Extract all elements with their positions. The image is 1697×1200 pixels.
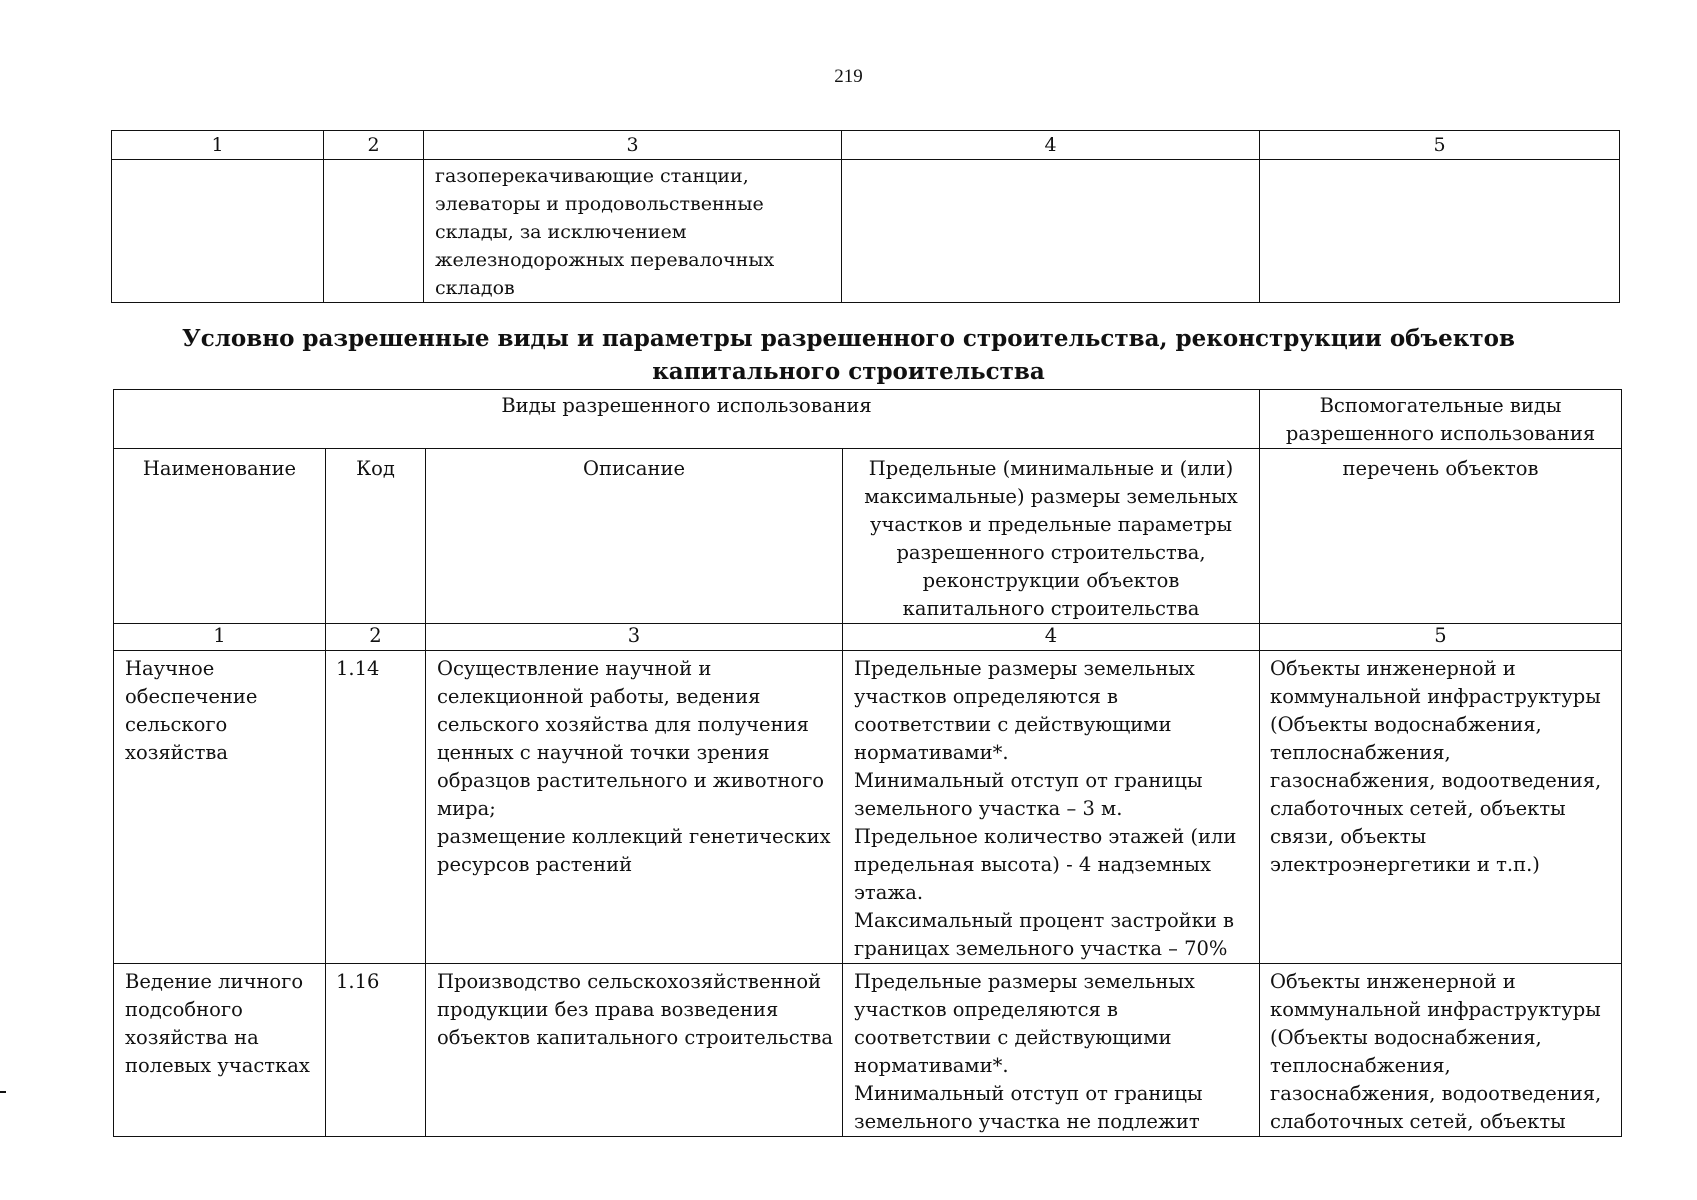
text-line: Объекты инженерной и	[1270, 657, 1516, 680]
column-number-3: 3	[424, 131, 842, 160]
cell-limits	[843, 964, 1260, 1137]
column-number-5: 5	[1260, 624, 1622, 651]
text-line: размещение коллекций генетических	[437, 825, 831, 848]
text-line: Предельные размеры земельных	[854, 657, 1195, 680]
text-line: газоснабжения, водоотведения,	[1270, 1082, 1602, 1105]
text-line: обеспечение	[125, 685, 258, 708]
text-line: капитального строительства	[902, 597, 1200, 620]
text-line: Объекты инженерной и	[1270, 970, 1516, 993]
text-line: Производство сельскохозяйственной	[437, 970, 822, 993]
text-line: земельного участка не подлежит	[854, 1110, 1200, 1133]
text-line: реконструкции объектов	[922, 569, 1180, 592]
text-line: коммунальной инфраструктуры	[1270, 685, 1601, 708]
text-line: Максимальный процент застройки в	[854, 909, 1235, 932]
text-line: коммунальной инфраструктуры	[1270, 998, 1601, 1021]
table-row	[114, 964, 1622, 1137]
cell-code	[324, 160, 424, 303]
text-line: предельная высота) - 4 надземных	[854, 853, 1211, 876]
text-line: газоснабжения, водоотведения,	[1270, 769, 1602, 792]
continuation-table	[111, 130, 1620, 303]
text-line: Осуществление научной и	[437, 657, 712, 680]
column-number-1: 1	[112, 131, 324, 160]
text-line: соответствии с действующими	[854, 713, 1172, 736]
text-line: сельского	[125, 713, 228, 736]
text-line: ценных с научной точки зрения	[437, 741, 770, 764]
table-row	[112, 160, 1620, 303]
column-number-3: 3	[426, 624, 843, 651]
margin-tick-mark	[0, 1091, 6, 1093]
text-line: слаботочных сетей, объекты	[1270, 1110, 1566, 1133]
text-line: (Объекты водоснабжения,	[1270, 1026, 1542, 1049]
text-line: Минимальный отступ от границы	[854, 769, 1203, 792]
text-line: нормативами*.	[854, 1054, 1009, 1077]
text-line: максимальные) размеры земельных	[864, 485, 1238, 508]
permitted-uses-table	[113, 389, 1622, 1137]
text-line: Минимальный отступ от границы	[854, 1082, 1203, 1105]
text-line: границах земельного участка – 70%	[854, 937, 1228, 960]
text-line: теплоснабжения,	[1270, 1054, 1451, 1077]
group-header-row	[114, 390, 1622, 449]
text-line: Вспомогательные виды	[1319, 394, 1562, 417]
text-line: подсобного	[125, 998, 243, 1021]
text-line: нормативами*.	[854, 741, 1009, 764]
text-line: слаботочных сетей, объекты	[1270, 797, 1566, 820]
text-line: складов	[435, 277, 515, 299]
column-header-objects: перечень объектов	[1260, 449, 1622, 624]
text-line: газоперекачивающие станции,	[435, 165, 749, 187]
column-number-1: 1	[114, 624, 326, 651]
column-header-name: Наименование	[114, 449, 326, 624]
text-line: разрешенного использования	[1285, 422, 1596, 445]
column-header-limits	[843, 449, 1260, 624]
column-number-2: 2	[324, 131, 424, 160]
group-header-aux	[1260, 390, 1622, 449]
text-line: мира;	[437, 797, 496, 820]
page-number: 219	[834, 66, 863, 87]
cell-name	[114, 964, 326, 1137]
text-line: теплоснабжения,	[1270, 741, 1451, 764]
text-line: селекционной работы, ведения	[437, 685, 761, 708]
column-header-description: Описание	[426, 449, 843, 624]
table-row	[114, 651, 1622, 964]
text-line: участков определяются в	[854, 998, 1118, 1021]
text-line: этажа.	[854, 881, 924, 904]
column-header-row	[114, 449, 1622, 624]
text-line: соответствии с действующими	[854, 1026, 1172, 1049]
text-line: Предельные размеры земельных	[854, 970, 1195, 993]
cell-objects	[1260, 160, 1620, 303]
text-line: объектов капитального строительства	[437, 1026, 834, 1049]
cell-limits	[842, 160, 1260, 303]
text-line: железнодорожных перевалочных	[435, 249, 775, 271]
text-line: разрешенного строительства,	[896, 541, 1206, 564]
section-title-line: Условно разрешенные виды и параметры разрешенного строительства, реконструкции объектов	[182, 325, 1515, 352]
column-number-5: 5	[1260, 131, 1620, 160]
cell-name	[114, 651, 326, 964]
cell-objects	[1260, 651, 1622, 964]
text-line: связи, объекты	[1270, 825, 1427, 848]
section-title-line: капитального строительства	[652, 358, 1045, 385]
text-line: Предельные (минимальные и (или)	[868, 457, 1234, 480]
text-line: хозяйства	[125, 741, 228, 764]
section-title	[0, 322, 1697, 388]
text-line: склады, за исключением	[435, 221, 687, 243]
column-number-2: 2	[326, 624, 426, 651]
cell-description	[426, 651, 843, 964]
text-line: Ведение личного	[125, 970, 304, 993]
text-line: (Объекты водоснабжения,	[1270, 713, 1542, 736]
cell-name	[112, 160, 324, 303]
text-line: Предельное количество этажей (или	[854, 825, 1237, 848]
column-number-row	[112, 131, 1620, 160]
column-number-row	[114, 624, 1622, 651]
text-line: продукции без права возведения	[437, 998, 779, 1021]
text-line: хозяйства на	[125, 1026, 259, 1049]
text-line: участков определяются в	[854, 685, 1118, 708]
cell-description	[424, 160, 842, 303]
text-line: элеваторы и продовольственные	[435, 193, 764, 215]
cell-code: 1.16	[326, 964, 426, 1137]
text-line: Научное	[125, 657, 215, 680]
cell-description	[426, 964, 843, 1137]
text-line: сельского хозяйства для получения	[437, 713, 809, 736]
text-line: образцов растительного и животного	[437, 769, 825, 792]
column-header-code: Код	[326, 449, 426, 624]
column-number-4: 4	[842, 131, 1260, 160]
column-number-4: 4	[843, 624, 1260, 651]
cell-code: 1.14	[326, 651, 426, 964]
cell-objects	[1260, 964, 1622, 1137]
text-line: ресурсов растений	[437, 853, 633, 876]
text-line: электроэнергетики и т.п.)	[1270, 853, 1540, 876]
text-line: полевых участках	[125, 1054, 310, 1077]
text-line: участков и предельные параметры	[869, 513, 1233, 536]
cell-limits	[843, 651, 1260, 964]
text-line: земельного участка – 3 м.	[854, 797, 1123, 820]
group-header-main: Виды разрешенного использования	[114, 390, 1260, 449]
